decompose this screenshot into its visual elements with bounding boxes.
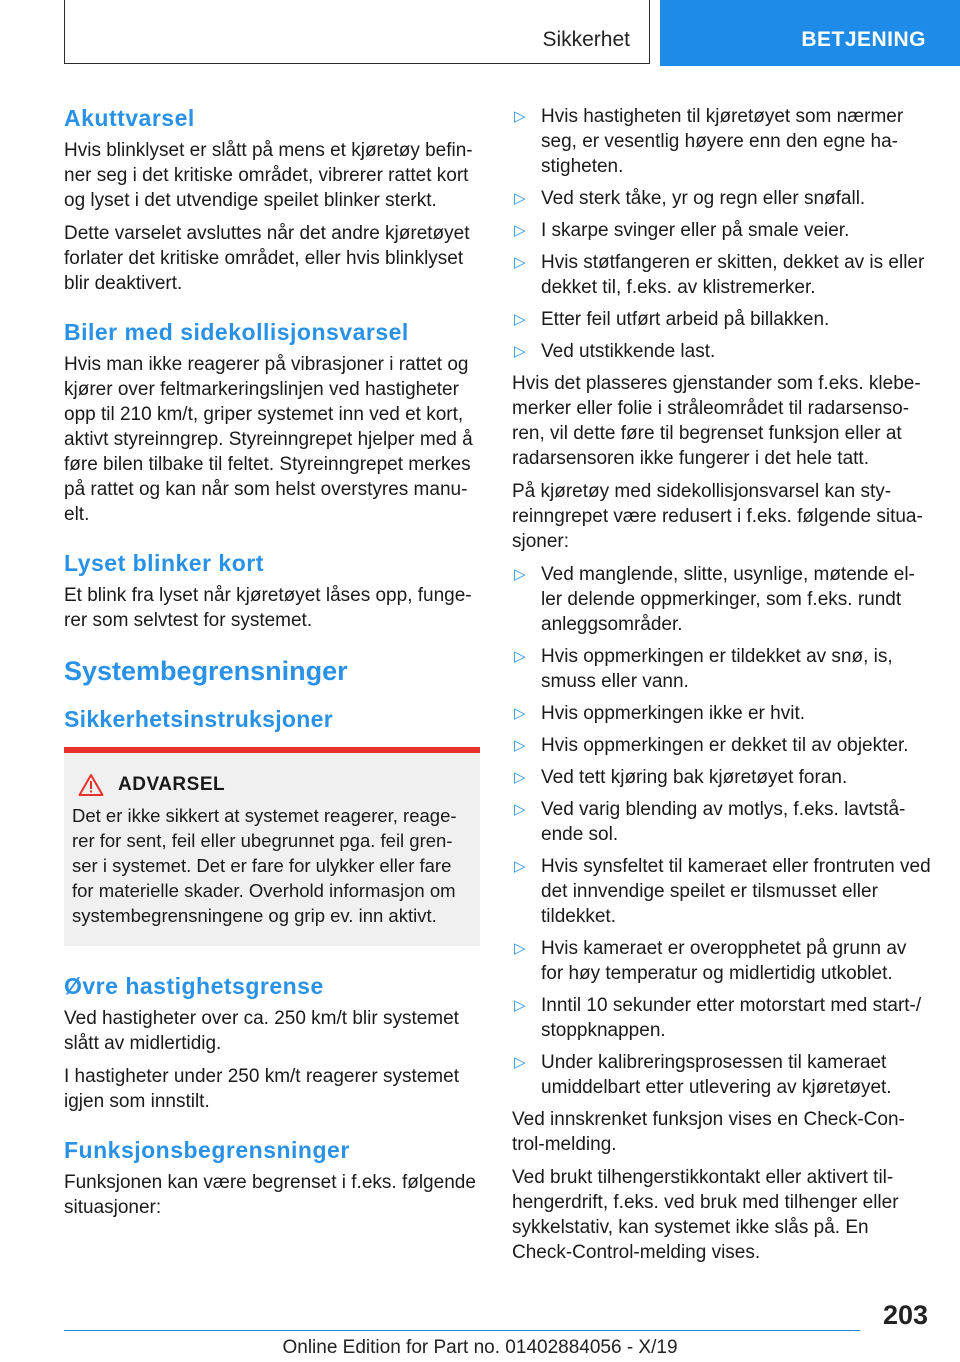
paragraph: På kjøretøy med sidekollisjonsvarsel kan sty-reinngrepet være redusert i f.eks. følgende situa-sjoner: [512,481,923,552]
heading-funksjonsbegrensninger: Funksjonsbegrensninger [64,1137,350,1163]
list-item: ▷ Etter feil utført arbeid på billakken. [514,309,830,330]
list-item: ▷ Inntil 10 sekunder etter motorstart med start-/ stoppknappen. [514,995,922,1041]
triangle-bullet-icon: ▷ [514,737,526,754]
heading-sikkerhetsinstruksjoner: Sikkerhetsinstruksjoner [64,706,333,732]
list-item: ▷ Ved utstikkende last. [514,341,716,362]
triangle-bullet-icon: ▷ [514,769,526,786]
triangle-bullet-icon: ▷ [514,254,526,271]
paragraph: Ved hastigheter over ca. 250 km/t blir systemet slått av midlertidig. [64,1008,459,1054]
heading-systembegrensninger: Systembegrensninger [64,656,348,686]
list-item: ▷ I skarpe svinger eller på smale veier. [514,220,850,241]
list-item: ▷ Hvis støtfangeren er skitten, dekket av is eller dekket til, f.eks. av klistremerker. [514,252,925,298]
paragraph: Dette varselet avsluttes når det andre kjøretøyet forlater det kritiske området, eller hvis blinklyset blir deaktivert. [64,223,470,294]
list-item: ▷ Hvis oppmerkingen er tildekket av snø, is, smuss eller vann. [514,646,893,692]
list-item: ▷ Ved manglende, slitte, usynlige, møtende el-ler delende oppmerkinger, som f.eks. rundt anleggsområder. [514,564,915,635]
heading-akuttvarsel: Akuttvarsel [64,105,195,131]
triangle-bullet-icon: ▷ [514,997,526,1014]
footer-edition-text: Online Edition for Part no. 01402884056 - X/19 [282,1337,678,1358]
triangle-bullet-icon: ▷ [514,858,526,875]
triangle-bullet-icon: ▷ [514,648,526,665]
limitation-list-2 [512,562,932,1100]
triangle-bullet-icon: ▷ [514,705,526,722]
paragraph: Et blink fra lyset når kjøretøyet låses opp, funge-rer som selvtest for systemet. [64,585,472,631]
list-item: ▷ Under kalibreringsprosessen til kameraet umiddelbart etter utlevering av kjøretøyet. [514,1052,892,1098]
list-item: ▷ Hvis oppmerkingen ikke er hvit. [514,703,805,724]
triangle-bullet-icon: ▷ [514,343,526,360]
page-number: 203 [882,1300,928,1330]
triangle-bullet-icon: ▷ [514,222,526,239]
triangle-bullet-icon: ▷ [514,108,526,125]
paragraph: Ved innskrenket funksjon vises en Check-Con-trol-melding. [512,1109,905,1155]
paragraph: Funksjonen kan være begrenset i f.eks. følgende situasjoner: [64,1172,476,1218]
list-item: ▷ Hvis kameraet er overopphetet på grunn av for høy temperatur og midlertidig utkoblet. [514,938,907,984]
list-item: ▷ Hvis hastigheten til kjøretøyet som nærmer seg, er vesentlig høyere enn den egne ha-stigheten. [514,106,904,177]
triangle-bullet-icon: ▷ [514,801,526,818]
heading-biler: Biler med sidekollisjonsvarsel [64,319,409,345]
warning-text: Det er ikke sikkert at systemet reagerer, reage-rer for sent, feil eller ubegrunnet pga. feil gren-ser i systemet. Det er fare for ulykker eller fare for materielle skader. Overhold informasjon om systembegrensningene og grip ev. inn aktivt. [72,805,457,926]
paragraph: Hvis man ikke reagerer på vibrasjoner i rattet og kjører over feltmarkeringslinjen ved hastigheter opp til 210 km/t, griper systemet inn ved et kort, aktivt styreinngrep. Styreinngrepet hjelper med å føre bilen tilbake til feltet. Styreinngrepet merkes på rattet og kan når som helst overstyres manu-elt. [64,354,473,525]
paragraph: I hastigheter under 250 km/t reagerer systemet igjen som innstilt. [64,1066,459,1112]
list-item: ▷ Ved varig blending av motlys, f.eks. lavtstå-ende sol. [514,799,906,845]
header-section-title: Sikkerhet [542,28,630,51]
warning-box [64,747,480,946]
chapter-tab-label: BETJENING [801,28,926,51]
warning-title: ADVARSEL [118,774,226,795]
warning-triangle-icon [78,773,104,797]
paragraph: Ved brukt tilhengerstikkontakt eller aktivert til-hengerdrift, f.eks. ved bruk med tilhenger eller sykkelstativ, kan systemet ikke slås på. En Check-Control-melding vises. [512,1167,899,1263]
list-item: ▷ Ved sterk tåke, yr og regn eller snøfall. [514,188,866,209]
heading-lyset: Lyset blinker kort [64,550,264,576]
triangle-bullet-icon: ▷ [514,1054,526,1071]
paragraph: Hvis blinklyset er slått på mens et kjøretøy befin-ner seg i det kritiske området, vibrerer rattet kort og lyset i det utvendige speilet blinker sterkt. [64,140,473,211]
footer-divider [64,1330,860,1331]
limitation-list-1 [512,104,932,364]
triangle-bullet-icon: ▷ [514,311,526,328]
chapter-tab [660,0,960,66]
triangle-bullet-icon: ▷ [514,190,526,207]
paragraph: Hvis det plasseres gjenstander som f.eks. klebe-merker eller folie i stråleområdet til radarsenso-ren, vil dette føre til begrenset funksjon eller at radarsensoren ikke fungerer i det hele tatt. [512,373,921,469]
left-column [64,104,480,1228]
heading-ovre-hastighetsgrense: Øvre hastighetsgrense [64,973,324,999]
right-column [512,104,932,1273]
triangle-bullet-icon: ▷ [514,940,526,957]
list-item: ▷ Hvis oppmerkingen er dekket til av objekter. [514,735,909,756]
triangle-bullet-icon: ▷ [514,566,526,583]
list-item: ▷ Ved tett kjøring bak kjøretøyet foran. [514,767,848,788]
list-item: ▷ Hvis synsfeltet til kameraet eller frontruten ved det innvendige speilet er tilsmusset eller tildekket. [514,856,931,927]
